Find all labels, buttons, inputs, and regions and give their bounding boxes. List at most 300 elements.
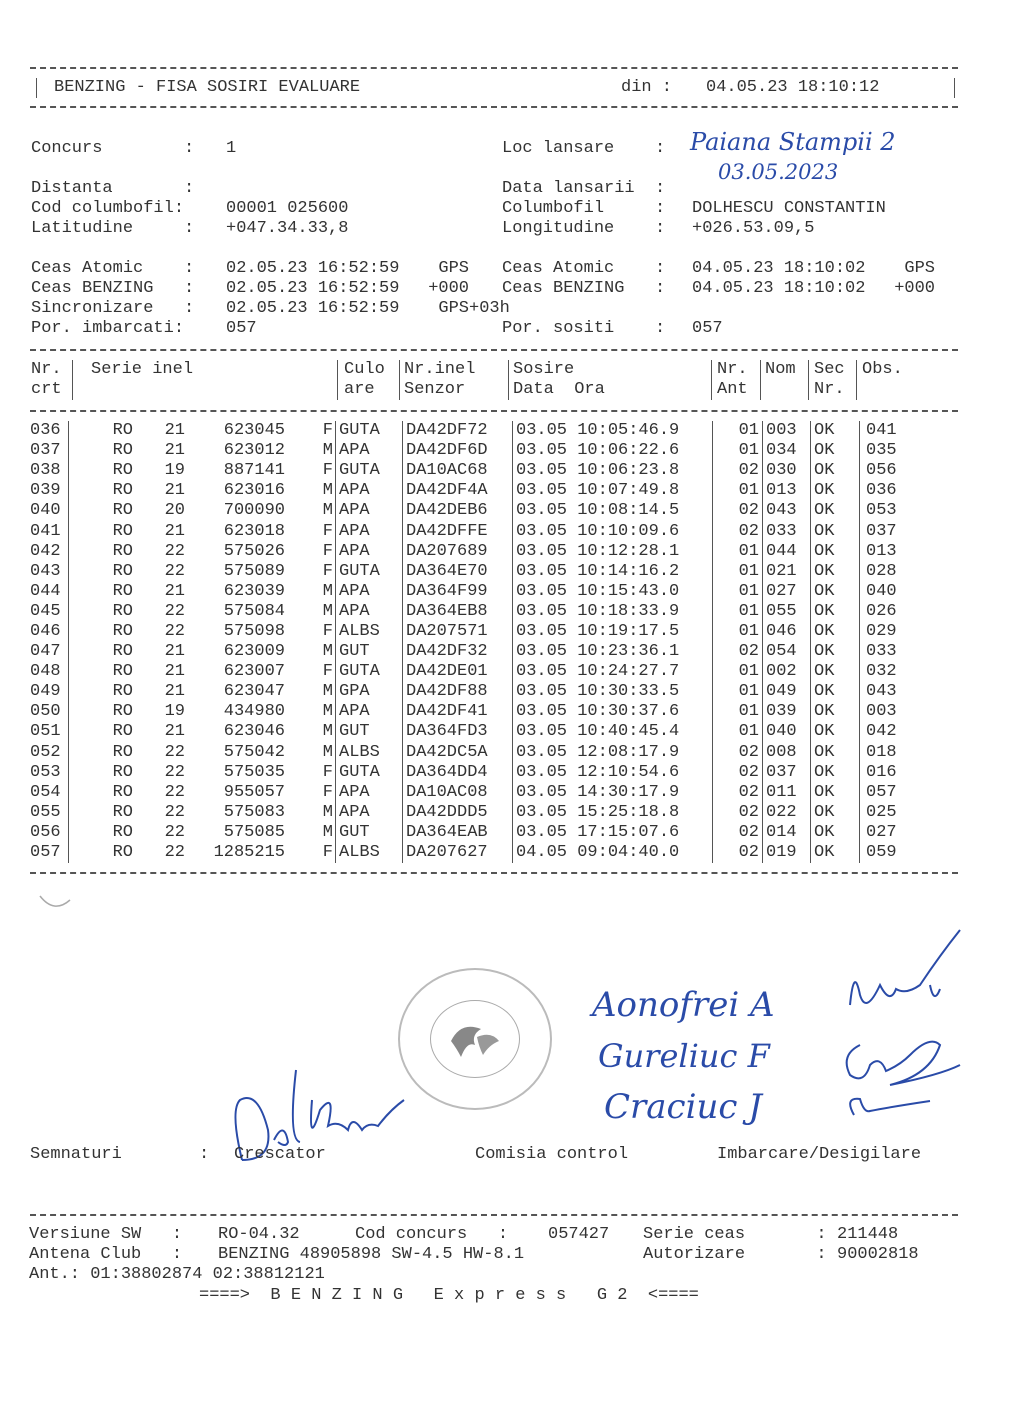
table-row	[30, 521, 926, 541]
ring-number-cell: 575042	[223, 742, 285, 762]
ring-year-cell: 21	[164, 421, 185, 441]
ring-number-cell: 575084	[223, 601, 285, 621]
imbarcare-desigilare-label: Imbarcare/Desigilare	[717, 1145, 922, 1164]
sex-cell: F	[285, 542, 336, 562]
header-sosire-1: Sosire	[513, 360, 575, 379]
divider	[30, 1214, 958, 1216]
color-cell: GUTA	[336, 763, 403, 783]
header-serie-inel: Serie inel	[91, 360, 194, 379]
obs-cell: 041	[866, 421, 897, 441]
nom-cell: 054	[763, 642, 811, 662]
row-number-cell: 047	[30, 642, 69, 662]
header-crt: crt	[31, 380, 62, 399]
header-separator	[760, 360, 761, 400]
brand-line: ====> B E N Z I N G E x p r e s s G 2 <====	[199, 1286, 699, 1305]
nom-cell: 022	[763, 803, 811, 823]
committee-signature-1: Aonofrei A	[592, 985, 775, 1025]
table-row	[30, 501, 926, 521]
sensor-id-cell: DA364E70	[403, 562, 513, 582]
ring-country-cell: RO	[112, 441, 133, 461]
ring-country-cell: RO	[112, 621, 133, 641]
security-status-cell: OK	[811, 521, 860, 541]
obs-cell: 036	[866, 481, 897, 501]
row-number-cell: 052	[30, 743, 69, 763]
autorizare-label: Autorizare :	[643, 1245, 827, 1264]
antenna-nr-cell: 01	[713, 682, 763, 702]
ring-country-cell: RO	[112, 481, 133, 501]
arrival-time-cell: 03.05 10:40:45.4	[513, 722, 713, 742]
sensor-id-cell: DA42DE01	[403, 662, 513, 682]
scan-artifact-mark	[38, 892, 74, 914]
ceas-benzing-start-label: Ceas BENZING :	[31, 279, 195, 298]
ring-country-cell: RO	[112, 682, 133, 702]
antenna-nr-cell: 02	[713, 743, 763, 763]
color-cell: GUTA	[336, 562, 403, 582]
antenna-nr-cell: 02	[713, 521, 763, 541]
divider	[30, 67, 958, 69]
header-separator	[508, 360, 509, 400]
arrival-time-cell: 03.05 10:05:46.9	[513, 421, 713, 441]
data-lansarii-label: Data lansarii :	[502, 179, 666, 198]
obs-cell: 027	[866, 822, 897, 842]
security-status-cell: OK	[811, 622, 860, 642]
color-cell: APA	[336, 542, 403, 562]
por-imbarcati-value: 057	[226, 319, 257, 338]
security-status-cell: OK	[811, 582, 860, 602]
ring-year-cell: 21	[164, 481, 185, 501]
sex-cell: F	[285, 843, 336, 863]
sensor-id-cell: DA207571	[403, 622, 513, 642]
obs-cell: 042	[866, 722, 897, 742]
sex-cell: F	[285, 421, 336, 441]
obs-cell: 059	[866, 843, 897, 863]
sensor-id-cell: DA364FD3	[403, 722, 513, 742]
table-row	[30, 481, 926, 501]
header-separator	[337, 360, 338, 400]
security-status-cell: OK	[811, 843, 860, 863]
security-status-cell: OK	[811, 743, 860, 763]
header-separator	[808, 360, 809, 400]
header-culoare-2: are	[344, 380, 375, 399]
obs-cell: 018	[866, 742, 897, 762]
row-number-cell: 045	[30, 602, 69, 622]
ring-year-cell: 22	[164, 782, 185, 802]
antena-club-value: BENZING 48905898 SW-4.5 HW-8.1	[218, 1245, 525, 1264]
sensor-id-cell: DA42DC5A	[403, 743, 513, 763]
nom-cell: 014	[763, 823, 811, 843]
obs-cell: 035	[866, 441, 897, 461]
sensor-id-cell: DA364DD4	[403, 763, 513, 783]
nom-cell: 013	[763, 481, 811, 501]
crescator-label: Crescator	[234, 1145, 326, 1164]
sex-cell: M	[285, 642, 336, 662]
antenna-nr-cell: 02	[713, 501, 763, 521]
comisia-control-label: Comisia control	[475, 1145, 629, 1164]
header-right-bar	[954, 78, 955, 98]
sex-cell: F	[285, 622, 336, 642]
sensor-id-cell: DA10AC08	[403, 783, 513, 803]
ring-country-cell: RO	[112, 642, 133, 662]
ring-country-cell: RO	[112, 521, 133, 541]
distanta-label: Distanta :	[31, 179, 195, 198]
concurs-label: Concurs :	[31, 139, 195, 158]
sensor-id-cell: DA364F99	[403, 582, 513, 602]
header-culoare-1: Culo	[344, 360, 385, 379]
row-number-cell: 053	[30, 763, 69, 783]
header-ant-1: Nr.	[717, 360, 748, 379]
ring-number-cell: 623018	[223, 521, 285, 541]
row-number-cell: 050	[30, 702, 69, 722]
ceas-benzing-end-suffix: +000	[884, 279, 936, 298]
nom-cell: 019	[763, 843, 811, 863]
sex-cell: M	[285, 702, 336, 722]
sensor-id-cell: DA42DDD5	[403, 803, 513, 823]
ceas-atomic-end-label: Ceas Atomic :	[502, 259, 666, 278]
obs-cell: 032	[866, 662, 897, 682]
ring-country-cell: RO	[112, 742, 133, 762]
arrivals-table	[30, 421, 926, 863]
table-row	[30, 662, 926, 682]
color-cell: ALBS	[336, 843, 403, 863]
ceas-benzing-end-value: 04.05.23 18:10:02	[692, 279, 866, 298]
sex-cell: F	[285, 461, 336, 481]
ring-year-cell: 22	[164, 601, 185, 621]
antenna-nr-cell: 02	[713, 763, 763, 783]
ring-number-cell: 955057	[223, 782, 285, 802]
security-status-cell: OK	[811, 602, 860, 622]
ring-number-cell: 1285215	[213, 843, 285, 863]
latitudine-label: Latitudine :	[31, 219, 195, 238]
row-number-cell: 039	[30, 481, 69, 501]
nom-cell: 021	[763, 562, 811, 582]
ring-country-cell: RO	[112, 702, 133, 722]
security-status-cell: OK	[811, 481, 860, 501]
sincronizare-label: Sincronizare :	[31, 299, 195, 318]
table-row	[30, 421, 926, 441]
ring-country-cell: RO	[112, 541, 133, 561]
ring-country-cell: RO	[112, 662, 133, 682]
color-cell: APA	[336, 783, 403, 803]
sincronizare-suffix: GPS+03h	[418, 299, 510, 318]
antenna-nr-cell: 02	[713, 843, 763, 863]
antena-club-label: Antena Club :	[29, 1245, 183, 1264]
cod-concurs-value: 057427	[548, 1225, 610, 1244]
color-cell: GPA	[336, 682, 403, 702]
row-number-cell: 043	[30, 562, 69, 582]
table-row	[30, 823, 926, 843]
obs-cell: 043	[866, 682, 897, 702]
security-status-cell: OK	[811, 542, 860, 562]
nom-cell: 044	[763, 542, 811, 562]
antenna-nr-cell: 01	[713, 662, 763, 682]
versiune-sw-value: RO-04.32	[218, 1225, 300, 1244]
ring-number-cell: 434980	[223, 702, 285, 722]
ring-country-cell: RO	[112, 802, 133, 822]
row-number-cell: 049	[30, 682, 69, 702]
nom-cell: 037	[763, 763, 811, 783]
sensor-id-cell: DA42DF88	[403, 682, 513, 702]
ring-number-cell: 887141	[223, 461, 285, 481]
security-status-cell: OK	[811, 763, 860, 783]
antenna-nr-cell: 02	[713, 461, 763, 481]
header-sosire-2: Data Ora	[513, 380, 605, 399]
nom-cell: 043	[763, 501, 811, 521]
sensor-id-cell: DA42DF4A	[403, 481, 513, 501]
nom-cell: 030	[763, 461, 811, 481]
row-number-cell: 057	[30, 843, 69, 863]
arrival-time-cell: 03.05 10:23:36.1	[513, 642, 713, 662]
longitudine-value: +026.53.09,5	[692, 219, 815, 238]
header-separator	[856, 360, 857, 400]
nom-cell: 011	[763, 783, 811, 803]
color-cell: GUT	[336, 722, 403, 742]
row-number-cell: 042	[30, 542, 69, 562]
antenna-nr-cell: 02	[713, 803, 763, 823]
ring-year-cell: 22	[164, 843, 185, 863]
ring-number-cell: 575098	[223, 621, 285, 641]
sex-cell: M	[285, 803, 336, 823]
ring-country-cell: RO	[112, 421, 133, 441]
table-row	[30, 843, 926, 863]
nom-cell: 002	[763, 662, 811, 682]
sex-cell: M	[285, 501, 336, 521]
arrival-time-cell: 03.05 14:30:17.9	[513, 783, 713, 803]
autorizare-value: 90002818	[837, 1245, 919, 1264]
security-status-cell: OK	[811, 682, 860, 702]
antenna-nr-cell: 01	[713, 602, 763, 622]
nom-cell: 055	[763, 602, 811, 622]
table-row	[30, 441, 926, 461]
row-number-cell: 037	[30, 441, 69, 461]
security-status-cell: OK	[811, 501, 860, 521]
ring-country-cell: RO	[112, 843, 133, 863]
sensor-id-cell: DA42DF6D	[403, 441, 513, 461]
ring-number-cell: 623007	[223, 662, 285, 682]
nom-cell: 027	[763, 582, 811, 602]
obs-cell: 057	[866, 782, 897, 802]
din-label: din :	[621, 78, 673, 97]
table-row	[30, 562, 926, 582]
por-imbarcati-label: Por. imbarcati:	[31, 319, 185, 338]
color-cell: APA	[336, 602, 403, 622]
latitudine-value: +047.34.33,8	[226, 219, 349, 238]
arrival-time-cell: 03.05 10:30:33.5	[513, 682, 713, 702]
antenna-nr-cell: 01	[713, 542, 763, 562]
concurs-value: 1	[226, 139, 237, 158]
ring-country-cell: RO	[112, 601, 133, 621]
ring-number-cell: 623045	[223, 421, 285, 441]
serie-ceas-label: Serie ceas :	[643, 1225, 827, 1244]
serie-ceas-value: 211448	[837, 1225, 899, 1244]
sex-cell: F	[285, 783, 336, 803]
ring-number-cell: 700090	[223, 501, 285, 521]
obs-cell: 029	[866, 621, 897, 641]
header-nom: Nom	[765, 360, 796, 379]
ring-year-cell: 21	[164, 581, 185, 601]
committee-signature-2: Gureliuc F	[598, 1037, 770, 1075]
sex-cell: F	[285, 521, 336, 541]
ring-number-cell: 623046	[223, 722, 285, 742]
columbofil-label: Columbofil :	[502, 199, 666, 218]
ceas-benzing-start-value: 02.05.23 16:52:59	[226, 279, 400, 298]
header-obs: Obs.	[862, 360, 903, 379]
club-stamp	[398, 968, 552, 1110]
nom-cell: 034	[763, 441, 811, 461]
antenna-nr-cell: 01	[713, 722, 763, 742]
ring-number-cell: 623009	[223, 642, 285, 662]
table-row	[30, 763, 926, 783]
arrival-time-cell: 03.05 10:06:22.6	[513, 441, 713, 461]
row-number-cell: 055	[30, 803, 69, 823]
row-number-cell: 044	[30, 582, 69, 602]
report-datetime: 04.05.23 18:10:12	[706, 78, 880, 97]
data-lansarii-handwritten: 03.05.2023	[718, 160, 839, 184]
table-row	[30, 582, 926, 602]
color-cell: APA	[336, 803, 403, 823]
obs-cell: 056	[866, 461, 897, 481]
ring-year-cell: 20	[164, 501, 185, 521]
security-status-cell: OK	[811, 441, 860, 461]
sensor-id-cell: DA42DF72	[403, 421, 513, 441]
ring-country-cell: RO	[112, 762, 133, 782]
row-number-cell: 056	[30, 823, 69, 843]
nom-cell: 039	[763, 702, 811, 722]
semnaturi-label: Semnaturi	[30, 1145, 122, 1164]
table-row	[30, 783, 926, 803]
color-cell: ALBS	[336, 622, 403, 642]
security-status-cell: OK	[811, 783, 860, 803]
security-status-cell: OK	[811, 642, 860, 662]
obs-cell: 040	[866, 581, 897, 601]
row-number-cell: 046	[30, 622, 69, 642]
security-status-cell: OK	[811, 421, 860, 441]
antenna-nr-cell: 01	[713, 562, 763, 582]
sensor-id-cell: DA42DEB6	[403, 501, 513, 521]
ring-country-cell: RO	[112, 822, 133, 842]
security-status-cell: OK	[811, 823, 860, 843]
row-number-cell: 041	[30, 521, 69, 541]
ring-number-cell: 575035	[223, 762, 285, 782]
ceas-atomic-end-value: 04.05.23 18:10:02	[692, 259, 866, 278]
ring-year-cell: 21	[164, 441, 185, 461]
antenna-nr-cell: 01	[713, 622, 763, 642]
table-row	[30, 702, 926, 722]
ceas-atomic-end-suffix: GPS	[884, 259, 936, 278]
color-cell: APA	[336, 521, 403, 541]
obs-cell: 016	[866, 762, 897, 782]
ring-year-cell: 22	[164, 742, 185, 762]
security-status-cell: OK	[811, 702, 860, 722]
ring-year-cell: 22	[164, 541, 185, 561]
sex-cell: F	[285, 763, 336, 783]
header-ant-2: Ant	[717, 380, 748, 399]
table-row	[30, 542, 926, 562]
antenna-ids: Ant.: 01:38802874 02:38812121	[29, 1265, 325, 1284]
table-row	[30, 622, 926, 642]
header-sec-1: Sec	[814, 360, 845, 379]
nom-cell: 040	[763, 722, 811, 742]
header-nr: Nr.	[31, 360, 62, 379]
divider	[30, 410, 958, 412]
cod-columbofil-value: 00001 025600	[226, 199, 349, 218]
sex-cell: F	[285, 562, 336, 582]
ring-year-cell: 21	[164, 521, 185, 541]
ring-number-cell: 623016	[223, 481, 285, 501]
ring-year-cell: 22	[164, 822, 185, 842]
color-cell: GUTA	[336, 662, 403, 682]
header-senzor-1: Nr.inel	[404, 360, 476, 379]
ceas-atomic-start-label: Ceas Atomic :	[31, 259, 195, 278]
arrival-time-cell: 03.05 12:10:54.6	[513, 763, 713, 783]
header-separator	[711, 360, 712, 400]
antenna-nr-cell: 01	[713, 702, 763, 722]
ring-year-cell: 21	[164, 662, 185, 682]
ring-year-cell: 22	[164, 802, 185, 822]
loc-lansare-handwritten: Paiana Stampii 2	[690, 128, 896, 156]
sex-cell: M	[285, 823, 336, 843]
ring-country-cell: RO	[112, 581, 133, 601]
sensor-id-cell: DA42DF41	[403, 702, 513, 722]
divider	[30, 349, 958, 351]
antenna-nr-cell: 02	[713, 642, 763, 662]
arrival-time-cell: 03.05 10:14:16.2	[513, 562, 713, 582]
semnaturi-colon: :	[199, 1145, 210, 1164]
obs-cell: 028	[866, 561, 897, 581]
arrival-time-cell: 03.05 10:19:17.5	[513, 622, 713, 642]
ring-number-cell: 623047	[223, 682, 285, 702]
arrival-time-cell: 03.05 10:12:28.1	[513, 542, 713, 562]
antenna-nr-cell: 01	[713, 421, 763, 441]
sensor-id-cell: DA10AC68	[403, 461, 513, 481]
antenna-nr-cell: 01	[713, 481, 763, 501]
color-cell: GUTA	[336, 421, 403, 441]
sensor-id-cell: DA364EAB	[403, 823, 513, 843]
divider	[30, 872, 958, 874]
sensor-id-cell: DA207689	[403, 542, 513, 562]
arrival-time-cell: 03.05 12:08:17.9	[513, 743, 713, 763]
ring-country-cell: RO	[112, 561, 133, 581]
obs-cell: 033	[866, 642, 897, 662]
security-status-cell: OK	[811, 722, 860, 742]
ring-number-cell: 575083	[223, 802, 285, 822]
sensor-id-cell: DA42DFFE	[403, 521, 513, 541]
obs-cell: 003	[866, 702, 897, 722]
row-number-cell: 038	[30, 461, 69, 481]
header-separator	[72, 360, 73, 400]
arrival-time-cell: 03.05 10:30:37.6	[513, 702, 713, 722]
arrival-time-cell: 03.05 17:15:07.6	[513, 823, 713, 843]
color-cell: APA	[336, 702, 403, 722]
ring-year-cell: 21	[164, 722, 185, 742]
arrival-time-cell: 03.05 10:08:14.5	[513, 501, 713, 521]
ceas-atomic-start-suffix: GPS	[418, 259, 470, 278]
arrival-time-cell: 03.05 10:24:27.7	[513, 662, 713, 682]
color-cell: APA	[336, 501, 403, 521]
nom-cell: 046	[763, 622, 811, 642]
por-sositi-value: 057	[692, 319, 723, 338]
nom-cell: 003	[763, 421, 811, 441]
divider	[30, 106, 958, 108]
arrival-time-cell: 03.05 15:25:18.8	[513, 803, 713, 823]
versiune-sw-label: Versiune SW :	[29, 1225, 183, 1244]
ring-country-cell: RO	[112, 722, 133, 742]
document-title: BENZING - FISA SOSIRI EVALUARE	[54, 78, 361, 97]
nom-cell: 049	[763, 682, 811, 702]
nom-cell: 033	[763, 521, 811, 541]
security-status-cell: OK	[811, 662, 860, 682]
row-number-cell: 048	[30, 662, 69, 682]
antenna-nr-cell: 01	[713, 441, 763, 461]
